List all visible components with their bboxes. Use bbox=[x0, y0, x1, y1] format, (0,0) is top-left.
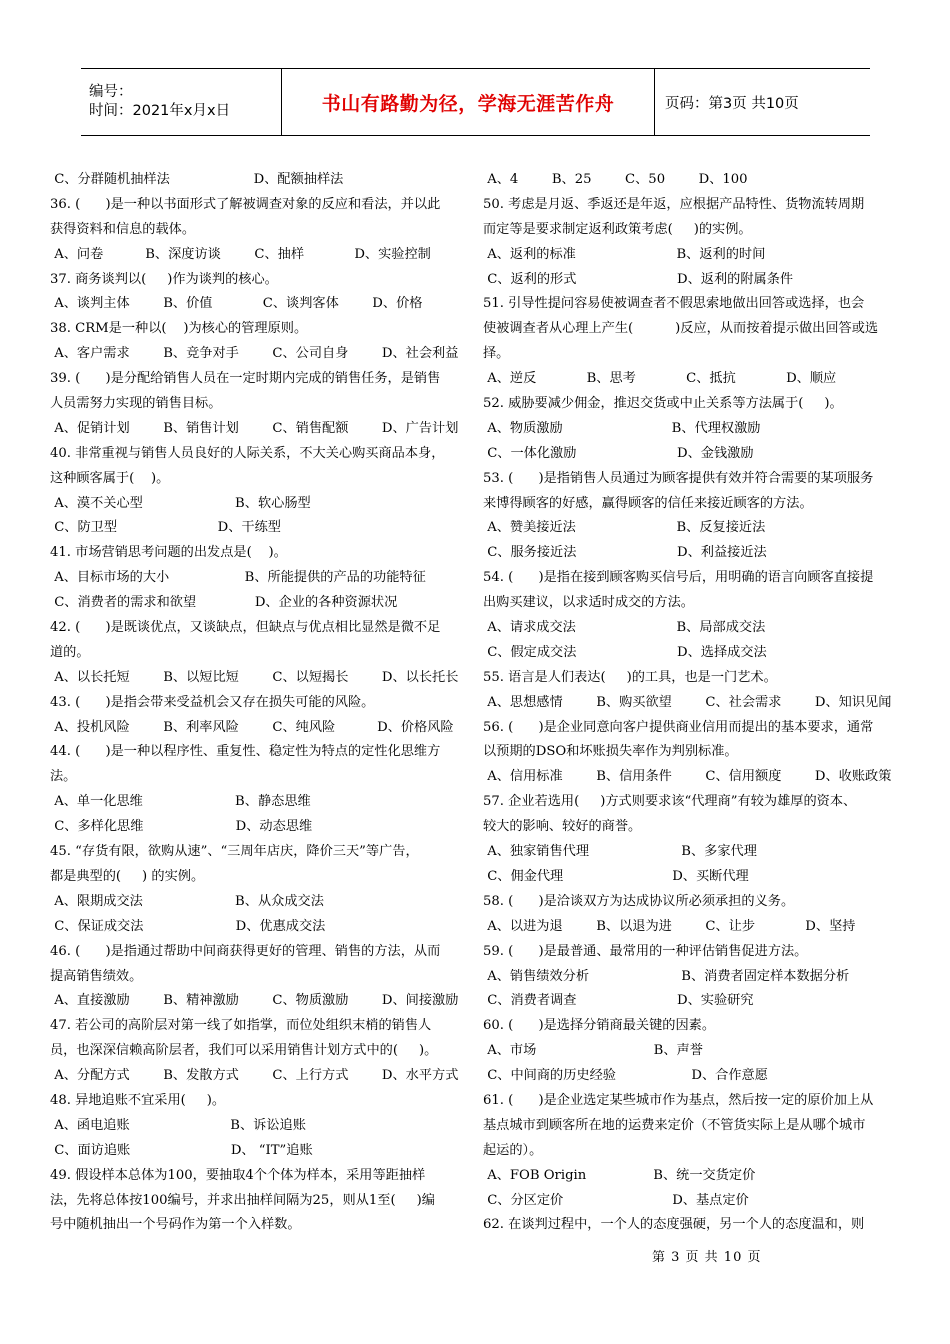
question-line: 起运的）。 bbox=[483, 1142, 543, 1158]
question-line: A、以进为退 B、以退为进 C、让步 D、坚持 bbox=[483, 918, 856, 934]
question-line: C、分区定价 D、基点定价 bbox=[483, 1192, 749, 1208]
question-line: 36. ( )是一种以书面形式了解被调查对象的反应和看法，并以此 bbox=[50, 196, 441, 212]
question-line: 基点城市到顾客所在地的运费来定价（不管货实际上是从哪个城市 bbox=[483, 1117, 866, 1133]
question-line: A、4 B、25 C、50 D、100 bbox=[483, 172, 748, 187]
question-line: A、问卷 B、深度访谈 C、抽样 D、实验控制 bbox=[50, 246, 431, 262]
question-line: 较大的影响、较好的商誉。 bbox=[483, 819, 642, 835]
question-line: 出购买建议，以求适时成交的方法。 bbox=[483, 595, 694, 611]
question-line: A、投机风险 B、利率风险 C、纯风险 D、价格风险 bbox=[50, 719, 454, 735]
question-line: A、促销计划 B、销售计划 C、销售配额 D、广告计划 bbox=[50, 420, 459, 436]
question-line: A、请求成交法 B、局部成交法 bbox=[483, 620, 766, 636]
question-line: C、假定成交法 D、选择成交法 bbox=[483, 644, 767, 660]
question-line: 法，先将总体按100编号，并求出抽样间隔为25，则从1至( )编 bbox=[50, 1192, 435, 1208]
question-line: 道的。 bbox=[50, 644, 90, 660]
question-line: 人员需努力实现的销售目标。 bbox=[50, 396, 222, 412]
question-line: 45. “存货有限，欲购从速”、“三周年店庆，降价三天”等广告， bbox=[50, 844, 419, 860]
question-line: A、赞美接近法 B、反复接近法 bbox=[483, 520, 766, 536]
question-line: 42. ( )是既谈优点，又谈缺点，但缺点与优点相比显然是微不足 bbox=[50, 620, 441, 636]
question-line: 43. ( )是指会带来受益机会又存在损失可能的风险。 bbox=[50, 694, 375, 710]
question-line: C、返利的形式 D、返利的附属条件 bbox=[483, 271, 794, 287]
question-line: A、谈判主体 B、价值 C、谈判客体 D、价格 bbox=[50, 296, 423, 312]
question-line: A、返利的标准 B、返利的时间 bbox=[483, 246, 766, 262]
question-line: C、一体化激励 D、金钱激励 bbox=[483, 445, 754, 461]
question-line: A、函电追账 B、诉讼追账 bbox=[50, 1117, 306, 1133]
question-line: 55. 语言是人们表达( )的工具，也是一门艺术。 bbox=[483, 669, 777, 685]
question-line: C、中间商的历史经验 D、合作意愿 bbox=[483, 1068, 768, 1084]
question-line: A、市场 B、声誉 bbox=[483, 1043, 703, 1059]
question-line: 47. 若公司的高阶层对第一线了如指掌，而位处组织末梢的销售人 bbox=[50, 1018, 432, 1034]
question-line: 53. ( )是指销售人员通过为顾客提供有效并符合需要的某项服务 bbox=[483, 470, 874, 486]
question-line: C、多样化思维 D、动态思维 bbox=[50, 819, 313, 835]
question-line: 37. 商务谈判以( )作为谈判的核心。 bbox=[50, 271, 278, 287]
question-line: C、消费者的需求和欲望 D、企业的各种资源状况 bbox=[50, 595, 398, 611]
question-line: 49. 假设样本总体为100，要抽取4个个体为样本，采用等距抽样 bbox=[50, 1167, 426, 1183]
question-line: 48. 异地追账不宜采用( )。 bbox=[50, 1092, 226, 1108]
question-line: 54. ( )是指在接到顾客购买信号后，用明确的语言向顾客直接提 bbox=[483, 570, 874, 586]
question-line: A、单一化思维 B、静态思维 bbox=[50, 794, 311, 810]
question-line: A、分配方式 B、发散方式 C、上行方式 D、水平方式 bbox=[50, 1068, 459, 1084]
question-line: 而定等是要求制定返利政策考虑( )的实例。 bbox=[483, 221, 752, 237]
question-line: 以预期的DSO和坏账损失率作为判别标准。 bbox=[483, 744, 738, 760]
question-line: A、漠不关心型 B、软心肠型 bbox=[50, 495, 311, 511]
question-line: C、分群随机抽样法 D、配额抽样法 bbox=[50, 172, 344, 187]
question-line: A、限期成交法 B、从众成交法 bbox=[50, 893, 324, 909]
question-line: 56. ( )是企业同意向客户提供商业信用而提出的基本要求，通常 bbox=[483, 719, 874, 735]
question-line: C、服务接近法 D、利益接近法 bbox=[483, 545, 767, 561]
question-line: 61. ( )是企业选定某些城市作为基点，然后按一定的原价加上从 bbox=[483, 1092, 874, 1108]
right-column bbox=[483, 168, 903, 1238]
header-motto: 书山有路勤为径，学海无涯苦作舟 bbox=[282, 69, 655, 135]
question-line: A、独家销售代理 B、多家代理 bbox=[483, 844, 757, 860]
question-line: 60. ( )是选择分销商最关键的因素。 bbox=[483, 1018, 716, 1034]
question-line: A、信用标准 B、信用条件 C、信用额度 D、收账政策 bbox=[483, 769, 892, 785]
document-number-label: 编号： bbox=[89, 84, 133, 100]
question-line: 57. 企业若选用( )方式则要求该“代理商”有较为雄厚的资本、 bbox=[483, 794, 857, 810]
question-line: 40. 非常重视与销售人员良好的人际关系，不大关心购买商品本身， bbox=[50, 445, 445, 461]
question-line: C、面访追账 D、 “IT”追账 bbox=[50, 1142, 313, 1158]
question-line: A、逆反 B、思考 C、抵抗 D、顺应 bbox=[483, 371, 837, 387]
question-line: 号中随机抽出一个号码作为第一个入样数。 bbox=[50, 1217, 301, 1233]
question-line: A、物质激励 B、代理权激励 bbox=[483, 420, 761, 436]
header-meta bbox=[81, 69, 282, 135]
question-line: A、客户需求 B、竞争对手 C、公司自身 D、社会利益 bbox=[50, 346, 459, 362]
question-line: A、直接激励 B、精神激励 C、物质激励 D、间接激励 bbox=[50, 993, 459, 1009]
question-line: C、防卫型 D、干练型 bbox=[50, 520, 281, 536]
question-line: 都是典型的( ) 的实例。 bbox=[50, 868, 205, 884]
question-line: C、佣金代理 D、买断代理 bbox=[483, 868, 749, 884]
question-line: A、以长托短 B、以短比短 C、以短揭长 D、以长托长 bbox=[50, 669, 459, 685]
question-line: A、FOB Origin B、统一交货定价 bbox=[483, 1167, 756, 1183]
question-line: 来博得顾客的好感，赢得顾客的信任来接近顾客的方法。 bbox=[483, 495, 813, 511]
question-line: 这种顾客属于( )。 bbox=[50, 470, 170, 486]
question-line: 择。 bbox=[483, 346, 510, 362]
document-time-label: 时间：2021年x月x日 bbox=[89, 103, 231, 119]
page-header bbox=[81, 68, 870, 136]
question-line: 使被调查者从心理上产生( )反应，从而按着提示做出回答或选 bbox=[483, 321, 879, 337]
question-line: 51. 引导性提问容易使被调查者不假思索地做出回答或选择，也会 bbox=[483, 296, 865, 312]
question-line: 52. 威胁要减少佣金，推迟交货或中止关系等方法属于( )。 bbox=[483, 396, 843, 412]
question-line: 员，也深深信赖高阶层者，我们可以采用销售计划方式中的( )。 bbox=[50, 1043, 438, 1059]
question-line: 50. 考虑是月返、季返还是年返，应根据产品特性、货物流转周期 bbox=[483, 196, 865, 212]
question-line: 提高销售绩效。 bbox=[50, 968, 143, 984]
left-column bbox=[50, 168, 470, 1238]
question-line: A、目标市场的大小 B、所能提供的产品的功能特征 bbox=[50, 570, 426, 586]
question-line: 38. CRM是一种以( )为核心的管理原则。 bbox=[50, 321, 308, 337]
question-line: 41. 市场营销思考问题的出发点是( )。 bbox=[50, 545, 287, 561]
question-line: A、思想感情 B、购买欲望 C、社会需求 D、知识见闻 bbox=[483, 694, 892, 710]
question-line: 62. 在谈判过程中，一个人的态度强硬，另一个人的态度温和，则 bbox=[483, 1217, 865, 1233]
question-line: 58. ( )是洽谈双方为达成协议所必须承担的义务。 bbox=[483, 893, 795, 909]
question-line: 39. ( )是分配给销售人员在一定时期内完成的销售任务，是销售 bbox=[50, 371, 441, 387]
question-line: 获得资料和信息的载体。 bbox=[50, 221, 196, 237]
question-line: C、保证成交法 D、优惠成交法 bbox=[50, 918, 326, 934]
question-line: 44. ( )是一种以程序性、重复性、稳定性为特点的定性化思维方 bbox=[50, 744, 441, 760]
question-line: C、消费者调查 D、实验研究 bbox=[483, 993, 754, 1009]
question-line: A、销售绩效分析 B、消费者固定样本数据分析 bbox=[483, 968, 850, 984]
question-line: 法。 bbox=[50, 769, 77, 785]
question-line: 59. ( )是最普通、最常用的一种评估销售促进方法。 bbox=[483, 943, 808, 959]
header-page-number: 页码：第3页 共10页 bbox=[665, 95, 799, 112]
page-footer: 第 3 页 共 10 页 bbox=[652, 1250, 762, 1265]
question-line: 46. ( )是指通过帮助中间商获得更好的管理、销售的方法，从而 bbox=[50, 943, 441, 959]
